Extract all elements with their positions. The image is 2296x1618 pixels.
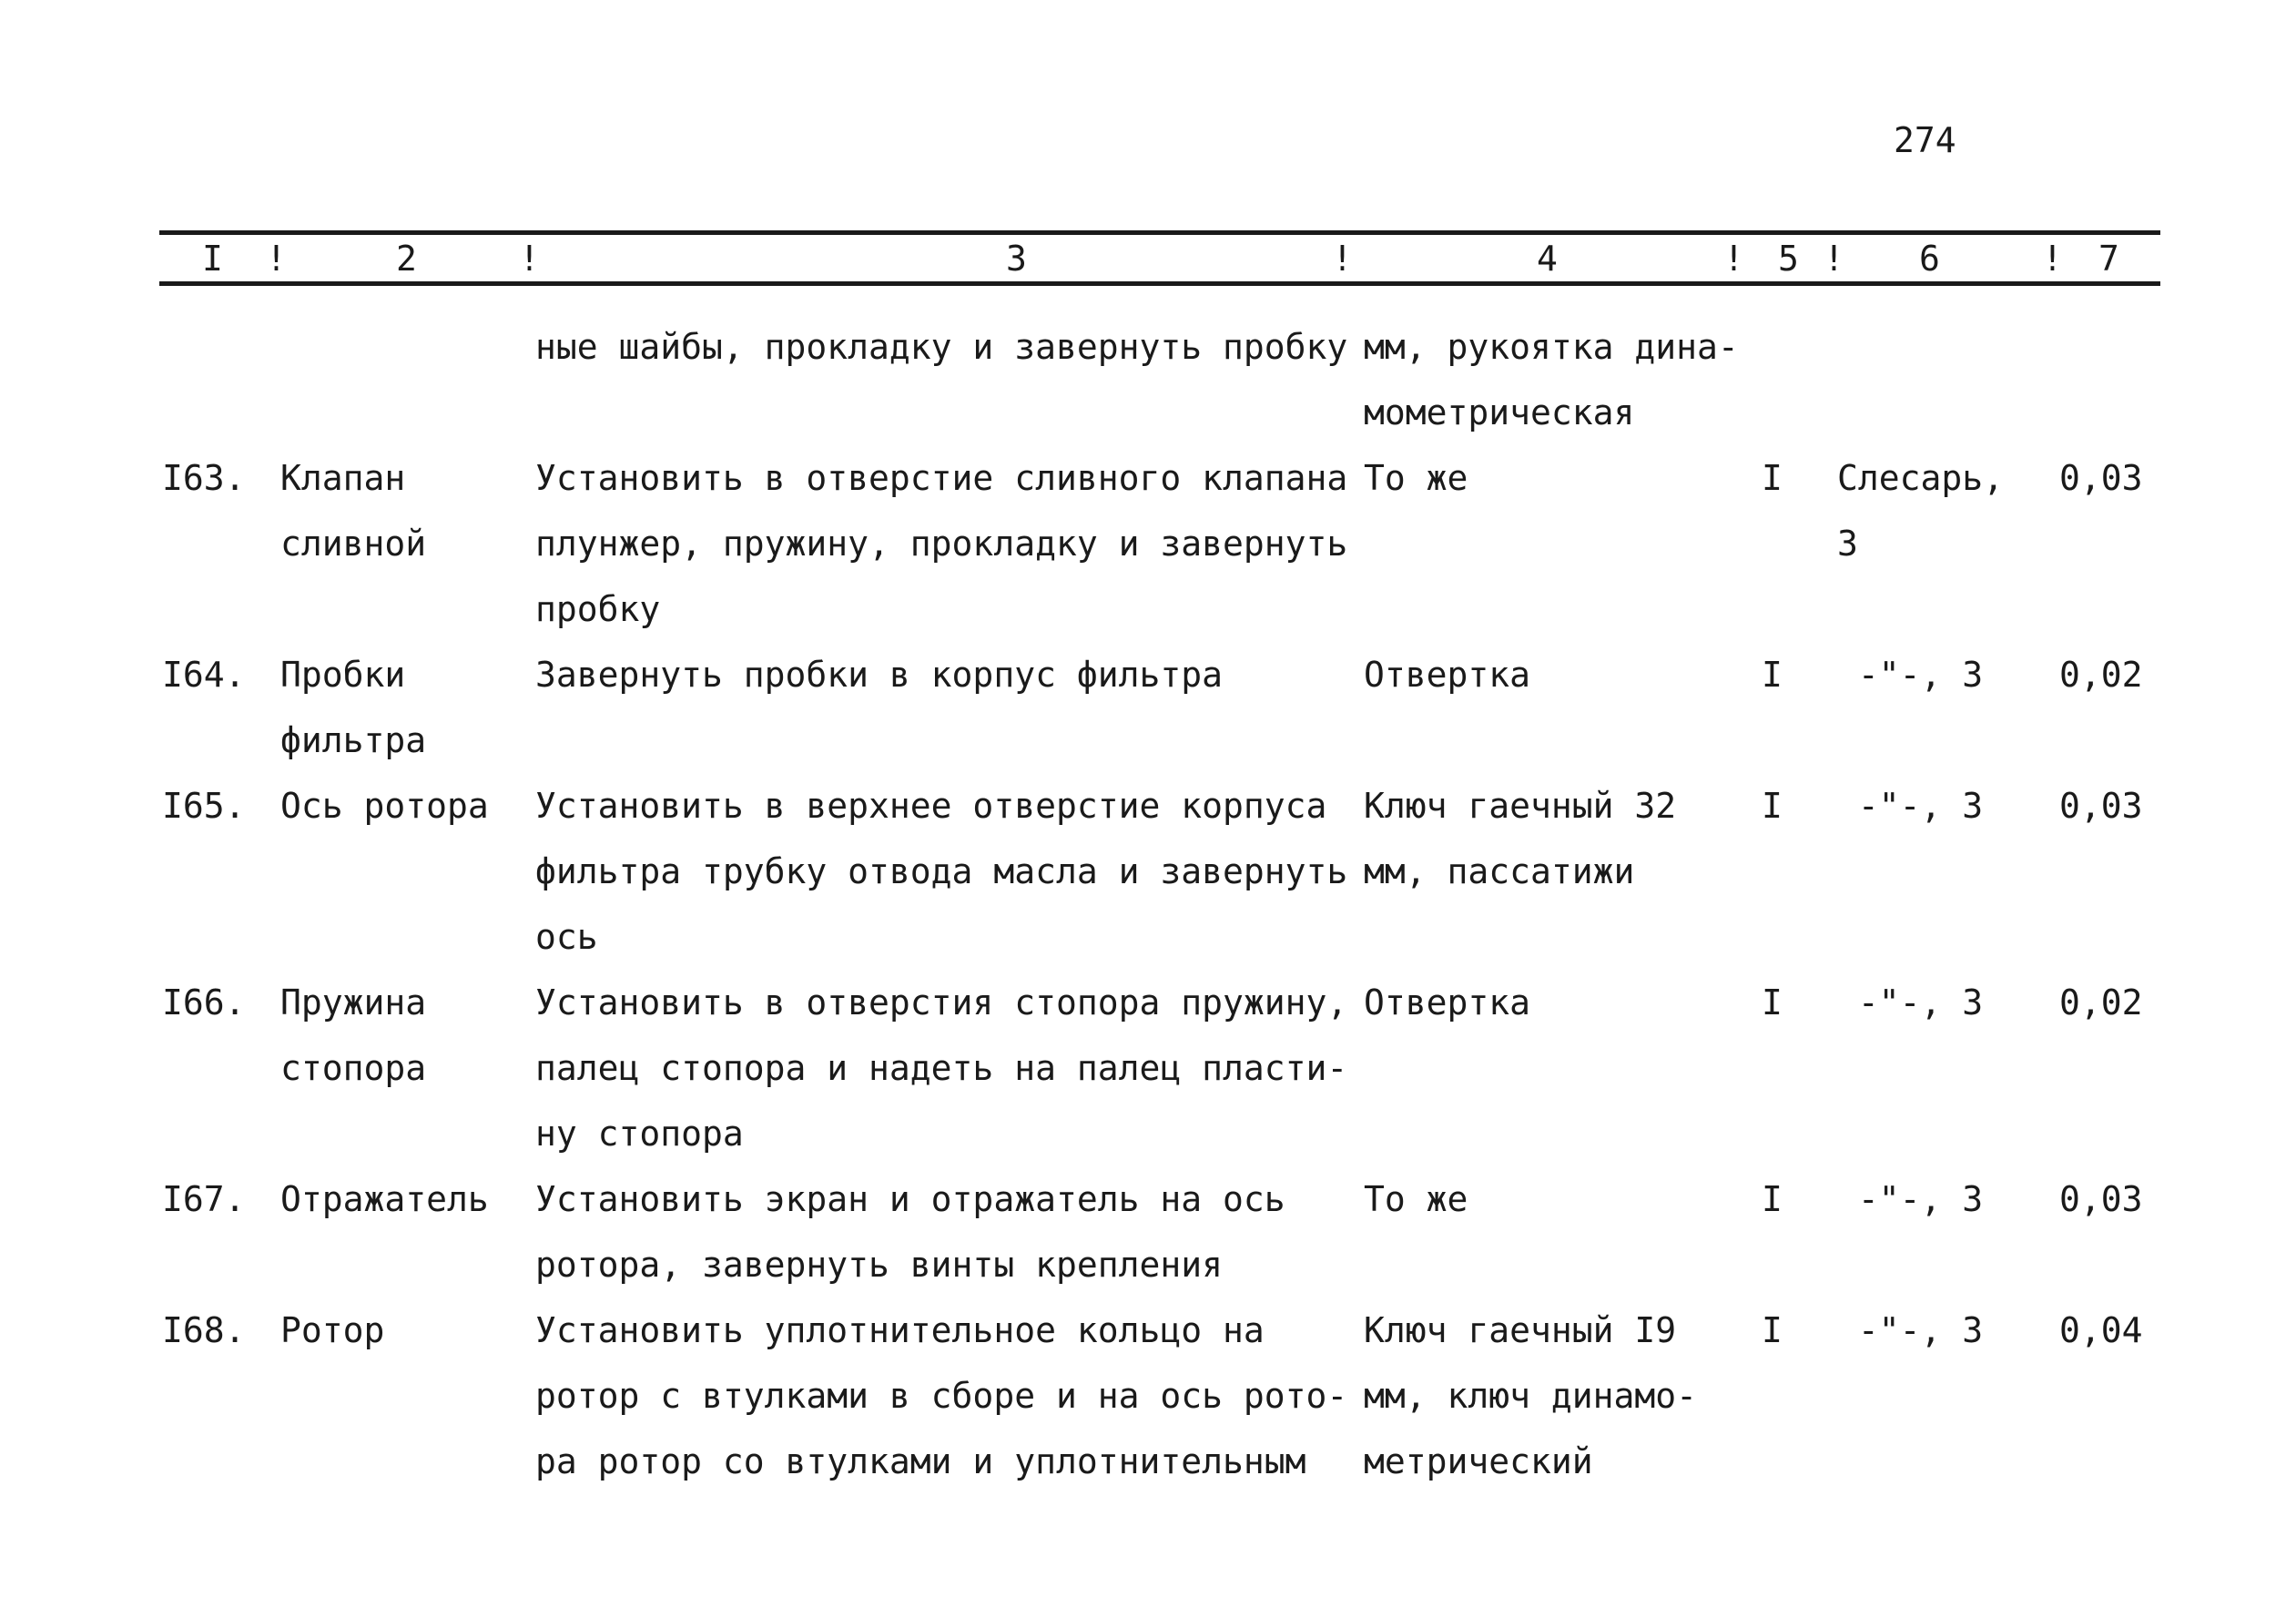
tool-text-line: То же xyxy=(1364,458,1468,498)
tool-text-line: Ключ гаечный I9 xyxy=(1364,1310,1677,1350)
tool-text xyxy=(1364,1166,1468,1232)
table-row xyxy=(0,970,2296,1166)
tool-text xyxy=(1364,445,1468,511)
part-name xyxy=(280,773,489,839)
tool-text-line: То же xyxy=(1364,1179,1468,1219)
worker-grade xyxy=(1837,1166,1983,1232)
header-separator: ! xyxy=(1723,239,1744,279)
header-separator: ! xyxy=(2042,239,2063,279)
table-row xyxy=(0,1166,2296,1297)
worker-count: I xyxy=(1762,786,1783,826)
operation-text-line: плунжер, пружину, прокладку и завернуть xyxy=(535,524,1348,564)
row-number: I68. xyxy=(162,1310,246,1350)
tool-text-line: Отвертка xyxy=(1364,655,1531,695)
header-col-2: 2 xyxy=(396,239,417,279)
table-row xyxy=(0,773,2296,970)
time-norm: 0,03 xyxy=(2059,786,2143,826)
tool-text-line: метрический xyxy=(1364,1441,1593,1481)
time-norm: 0,03 xyxy=(2059,458,2143,498)
worker-grade xyxy=(1837,642,1983,707)
operation-text-line: Установить в отверстия стопора пружину, xyxy=(535,982,1348,1023)
part-name xyxy=(280,1297,384,1363)
time-norm: 0,02 xyxy=(2059,982,2143,1023)
table-row xyxy=(0,642,2296,773)
tool-text-line: Отвертка xyxy=(1364,982,1531,1023)
worker-count: I xyxy=(1762,458,1783,498)
operation-text xyxy=(535,773,1347,970)
part-name-line: сливной xyxy=(280,524,427,564)
row-number: I63. xyxy=(162,458,246,498)
header-col-7: 7 xyxy=(2098,239,2119,279)
table-body xyxy=(0,314,2296,1494)
header-col-3: 3 xyxy=(1006,239,1027,279)
worker-grade-line: -"-, 3 xyxy=(1837,982,1984,1023)
operation-text xyxy=(535,445,1347,642)
row-number: I65. xyxy=(162,786,246,826)
header-col-5: 5 xyxy=(1778,239,1799,279)
row-number: I66. xyxy=(162,982,246,1023)
worker-grade xyxy=(1837,1297,1983,1363)
time-norm: 0,02 xyxy=(2059,655,2143,695)
worker-count: I xyxy=(1762,1310,1783,1350)
operation-text-line: пробку xyxy=(535,589,661,629)
table-row xyxy=(0,445,2296,642)
tool-text xyxy=(1364,970,1530,1035)
header-separator: ! xyxy=(1824,239,1844,279)
table-row xyxy=(0,1297,2296,1494)
tool-text-line: Ключ гаечный 32 xyxy=(1364,786,1677,826)
row-number: I67. xyxy=(162,1179,246,1219)
part-name-line: фильтра xyxy=(280,720,427,760)
operation-text xyxy=(535,970,1347,1166)
tool-text-line: мм, пассатижи xyxy=(1364,851,1635,891)
operation-text-line: ные шайбы, прокладку и завернуть пробку xyxy=(535,327,1348,367)
operation-text-line: палец стопора и надеть на палец пласти- xyxy=(535,1048,1348,1088)
worker-grade xyxy=(1837,970,1983,1035)
tool-text xyxy=(1364,773,1676,904)
operation-text-line: Установить в отверстие сливного клапана xyxy=(535,458,1348,498)
header-col-1: I xyxy=(202,239,223,279)
operation-text-line: ну стопора xyxy=(535,1114,744,1154)
part-name xyxy=(280,970,426,1101)
header-col-6: 6 xyxy=(1919,239,1940,279)
operation-text-line: ра ротор со втулками и уплотнительным xyxy=(535,1441,1306,1481)
operation-text-line: ротора, завернуть винты крепления xyxy=(535,1245,1223,1285)
operation-text-line: Установить уплотнительное кольцо на xyxy=(535,1310,1265,1350)
time-norm: 0,03 xyxy=(2059,1179,2143,1219)
operation-text xyxy=(535,642,1223,707)
operation-text-line: фильтра трубку отвода масла и завернуть xyxy=(535,851,1348,891)
operation-text xyxy=(535,314,1347,380)
worker-grade-line: Слесарь, xyxy=(1837,458,2005,498)
page-number: 274 xyxy=(1894,120,1956,160)
row-number: I64. xyxy=(162,655,246,695)
worker-count: I xyxy=(1762,655,1783,695)
tool-text xyxy=(1364,642,1530,707)
worker-count: I xyxy=(1762,982,1783,1023)
header-separator: ! xyxy=(266,239,287,279)
worker-grade-line: 3 xyxy=(1837,524,1858,564)
part-name-line: Отражатель xyxy=(280,1179,489,1219)
part-name-line: стопора xyxy=(280,1048,427,1088)
operation-text xyxy=(535,1166,1285,1297)
worker-grade-line: -"-, 3 xyxy=(1837,655,1984,695)
operation-text-line: ротор с втулками в сборе и на ось рото- xyxy=(535,1376,1348,1416)
part-name xyxy=(280,445,426,576)
part-name-line: Ротор xyxy=(280,1310,385,1350)
worker-count: I xyxy=(1762,1179,1783,1219)
tool-text xyxy=(1364,1297,1697,1494)
header-separator: ! xyxy=(1332,239,1353,279)
header-separator: ! xyxy=(519,239,540,279)
table-header-top-rule xyxy=(159,230,2160,235)
part-name-line: Ось ротора xyxy=(280,786,489,826)
tool-text xyxy=(1364,314,1739,445)
worker-grade-line: -"-, 3 xyxy=(1837,1310,1984,1350)
part-name-line: Пружина xyxy=(280,982,427,1023)
operation-text-line: Установить экран и отражатель на ось xyxy=(535,1179,1285,1219)
tool-text-line: мометрическая xyxy=(1364,392,1635,432)
tool-text-line: мм, рукоятка дина- xyxy=(1364,327,1739,367)
worker-grade xyxy=(1837,773,1983,839)
part-name xyxy=(280,642,426,773)
part-name xyxy=(280,1166,489,1232)
worker-grade-line: -"-, 3 xyxy=(1837,786,1984,826)
part-name-line: Пробки xyxy=(280,655,406,695)
table-row xyxy=(0,314,2296,445)
table-header-bottom-rule xyxy=(159,281,2160,286)
part-name-line: Клапан xyxy=(280,458,406,498)
worker-grade-line: -"-, 3 xyxy=(1837,1179,1984,1219)
operation-text-line: Завернуть пробки в корпус фильтра xyxy=(535,655,1223,695)
operation-text-line: Установить в верхнее отверстие корпуса xyxy=(535,786,1327,826)
operation-text-line: ось xyxy=(535,917,598,957)
header-col-4: 4 xyxy=(1537,239,1558,279)
tool-text-line: мм, ключ динамо- xyxy=(1364,1376,1698,1416)
worker-grade xyxy=(1837,445,2004,576)
operation-text xyxy=(535,1297,1347,1494)
time-norm: 0,04 xyxy=(2059,1310,2143,1350)
